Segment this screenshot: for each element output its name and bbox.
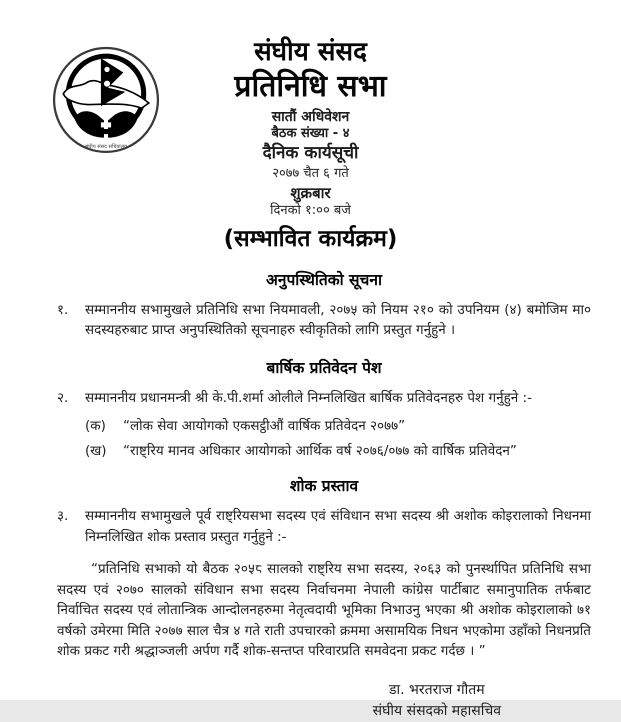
signature-block xyxy=(57,680,591,722)
agenda-item-2 xyxy=(57,388,591,409)
condolence-motion-text: “प्रतिनिधि सभाको यो बैठक २०५८ सालको राष्ट्रिय सभा सदस्य, २०६३ को पुनर्स्थापित प्रतिनिधि सभा सदस्य एवं २०७० सालको संविधान सभा सदस्य निर्वाचनमा नेपाली कांग्रेस पार्टीबाट समानुपातिक तर्फबाट निर्वाचित सदस्य एवं लोतान्त्रिक आन्दोलनहरुमा नेतृत्वदायी भूमिका निभाउनु भएका श्री अशोक कोइरालाको ७१ वर्षको उमेरमा मिति २०७७ साल चैत्र ४ गते राती उपचारको क्रममा असामयिक निधन भएकोमा उहाँको निधनप्रति शोक प्रकट गरी श्रद्धाञ्जली अर्पण गर्दै शोक-सन्तप्त परिवारप्रति समवेदना प्रकट गर्दछ । ” xyxy=(57,561,591,660)
document-type: दैनिक कार्यसूची xyxy=(262,143,359,164)
emblem-caption: संघीय संसद सचिवालय xyxy=(85,143,127,150)
meeting-date: २०७७ चैत ६ गते xyxy=(272,165,349,181)
org-title: संघीय संसद xyxy=(254,37,367,67)
meeting-weekday: शुक्रबार xyxy=(290,183,331,202)
agenda-item-text: सम्माननीय प्रधानमन्त्री श्री के.पी.शर्मा ओलीले निम्नलिखित बार्षिक प्रतिवेदनहरु पेश गर्नुहुने :- xyxy=(85,390,532,407)
session-label: सातौं अधिवेशन xyxy=(271,109,350,126)
agenda-item-number: ३. xyxy=(57,508,69,525)
agenda-item-text: सम्माननीय सभामुखले पूर्व राष्ट्रियसभा सदस्य एवं संविधान सभा सदस्य श्री अशोक कोइरालाको निधनमा निम्नलिखित शोक प्रस्ताव प्रस्तुत गर्नुहुने :- xyxy=(85,508,591,546)
agenda-item-text: सम्माननीय सभामुखले प्रतिनिधि सभा नियमावली, २०७५ को नियम २१० को उपनियम (४) बमोजिम मा० सदस्यहरुबाट प्राप्त अनुपस्थितिको सूचनाहरु स्वीकृतिको लागि प्रस्तुत गर्नुहुने । xyxy=(85,301,591,339)
signatory-name: डा. भरतराज गौतम xyxy=(389,681,485,698)
meeting-number: बैठक संख्या - ४ xyxy=(271,126,350,142)
subitem-text: “लोक सेवा आयोगको एकसट्ठीऔं वार्षिक प्रतिवेदन २०७७” xyxy=(123,418,406,435)
agenda-item-1 xyxy=(57,300,591,342)
agenda-item-3 xyxy=(57,506,591,548)
section-heading-absence-notice: अनुपस्थितिको सूचना xyxy=(266,270,382,289)
document-content xyxy=(0,268,621,722)
subitem-label: (क) xyxy=(85,418,106,435)
agenda-subitem-ka xyxy=(85,416,591,434)
agenda-item-number: १. xyxy=(57,301,69,318)
body-title: प्रतिनिधि सभा xyxy=(234,68,387,104)
program-title: (सम्भावित कार्यक्रम) xyxy=(223,226,398,253)
agenda-subitem-kha xyxy=(85,441,591,459)
parliament-emblem-graphic xyxy=(50,44,162,160)
section-heading-annual-reports: बार्षिक प्रतिवेदन पेश xyxy=(266,359,382,378)
meeting-time: दिनको १:०० बजे xyxy=(270,203,351,219)
section-heading-condolence-motion: शोक प्रस्ताव xyxy=(289,477,359,496)
agenda-item-number: २. xyxy=(57,390,69,407)
signatory-title: संघीय संसदको महासचिव xyxy=(372,702,501,719)
subitem-text: “राष्ट्रिय मानव अधिकार आयोगको आर्थिक वर्ष २०७६/०७७ को वार्षिक प्रतिवेदन” xyxy=(123,443,517,460)
subitem-label: (ख) xyxy=(85,443,107,460)
parliament-emblem xyxy=(50,44,162,160)
